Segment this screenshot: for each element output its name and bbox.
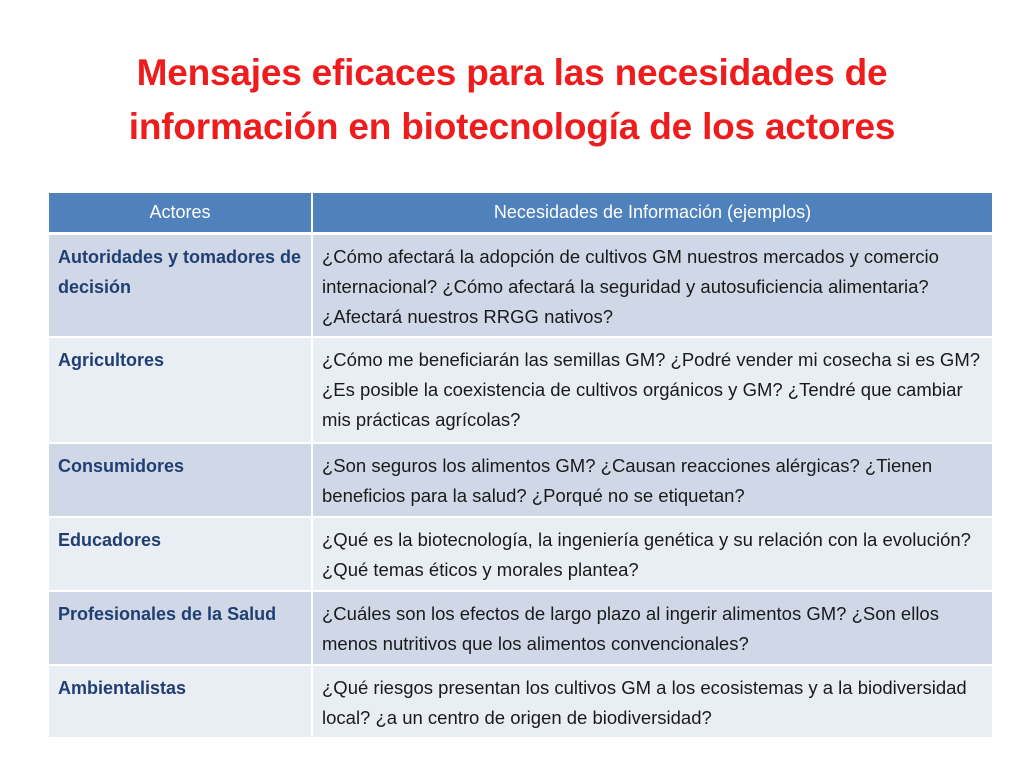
column-header-actors: Actores [49,193,312,234]
slide-title-line-2: información en biotecnología de los actores [128,106,896,147]
table-row [49,337,992,443]
table-header-row [49,193,992,234]
needs-cell: ¿Qué riesgos presentan los cultivos GM a los ecosistemas y a la biodiversidad local? ¿a un centro de origen de biodiversidad? [312,665,992,738]
actor-cell: Agricultores [49,337,312,443]
column-header-needs: Necesidades de Información (ejemplos) [312,193,992,234]
slide-title-line-1: Mensajes eficaces para las necesidades de [136,52,888,93]
table-row [49,517,992,591]
table-row [49,591,992,665]
needs-cell: ¿Cómo me beneficiarán las semillas GM? ¿Podré vender mi cosecha si es GM? ¿Es posible la coexistencia de cultivos orgánicos y GM? ¿Tendré que cambiar mis prácticas agrícolas? [312,337,992,443]
needs-cell: ¿Son seguros los alimentos GM? ¿Causan reacciones alérgicas? ¿Tienen beneficios para la salud? ¿Porqué no se etiquetan? [312,443,992,517]
needs-cell: ¿Qué es la biotecnología, la ingeniería genética y su relación con la evolución? ¿Qué temas éticos y morales plantea? [312,517,992,591]
actors-table-container [49,193,992,739]
table-row [49,443,992,517]
actor-cell: Educadores [49,517,312,591]
actor-cell: Profesionales de la Salud [49,591,312,665]
actors-needs-table [49,193,992,739]
needs-cell: ¿Cómo afectará la adopción de cultivos GM nuestros mercados y comercio internacional? ¿Cómo afectará la seguridad y autosuficiencia alimentaria? ¿Afectará nuestros RRGG nativos? [312,234,992,338]
table-row [49,234,992,338]
needs-cell: ¿Cuáles son los efectos de largo plazo al ingerir alimentos GM? ¿Son ellos menos nutritivos que los alimentos convencionales? [312,591,992,665]
slide-title [0,46,1024,154]
actor-cell: Ambientalistas [49,665,312,738]
table-row [49,665,992,738]
actor-cell: Consumidores [49,443,312,517]
actor-cell: Autoridades y tomadores de decisión [49,234,312,338]
